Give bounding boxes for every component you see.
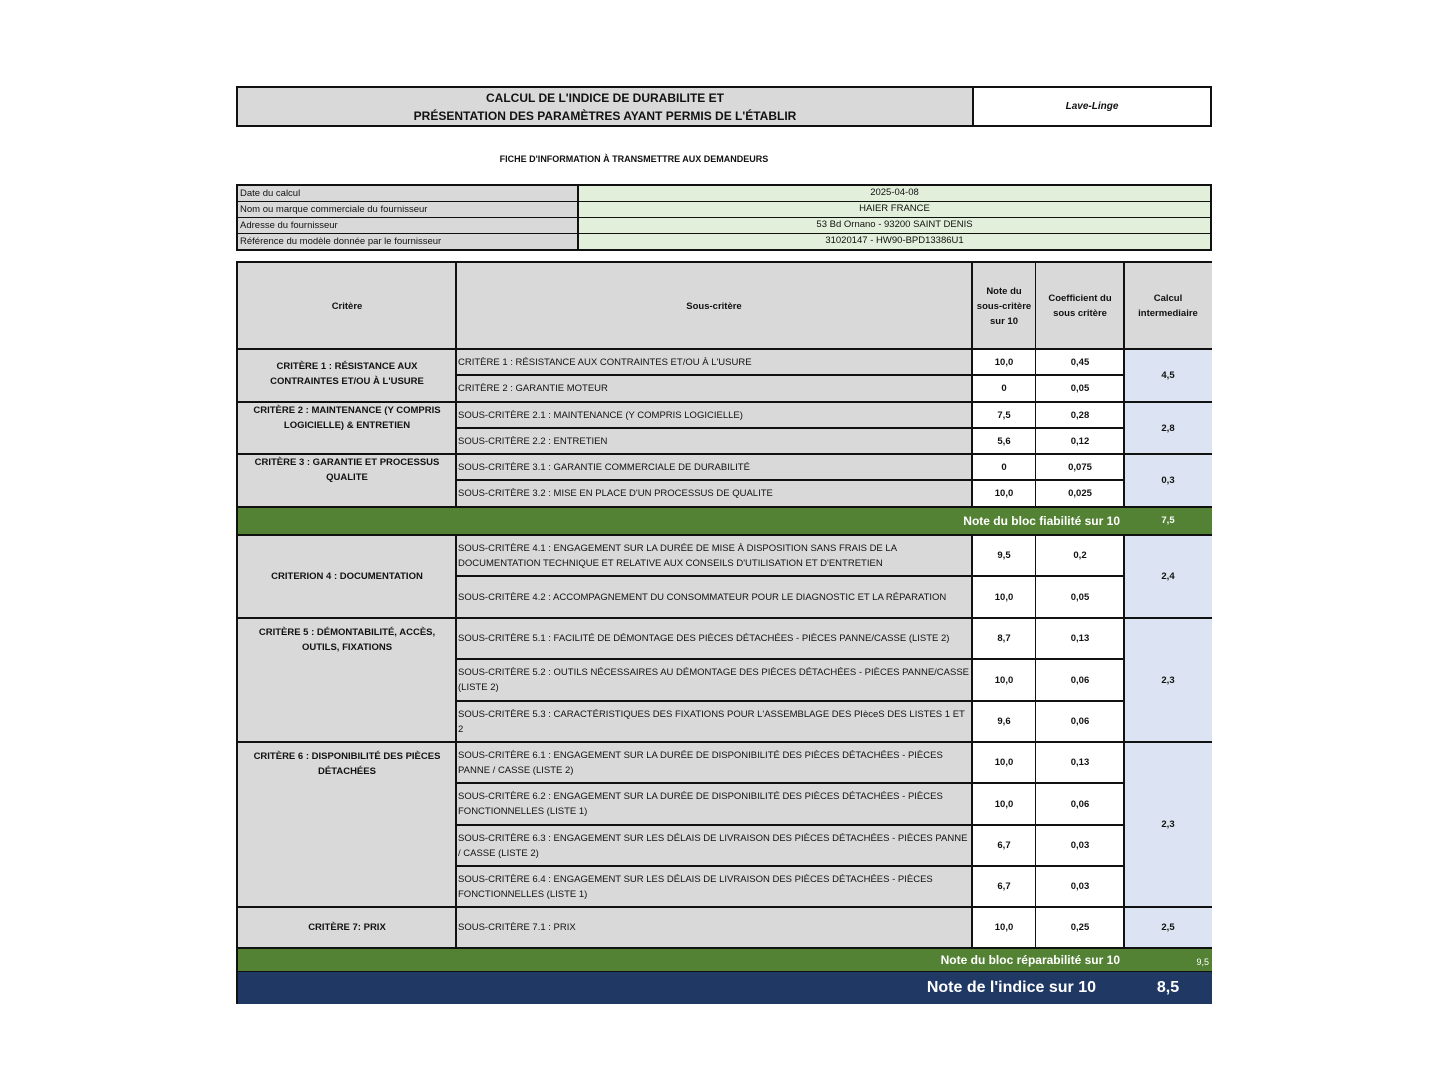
info-label: Adresse du fournisseur [238, 218, 579, 233]
grid-line [456, 575, 1124, 577]
sub-criterion-label: SOUS-CRITÈRE 5.2 : OUTILS NÉCESSAIRES AU DÉMONTAGE DES PIÈCES DÉTACHÉES - PIÈCES PANNE/CASSE (LISTE 2) [456, 659, 972, 701]
sub-criterion-label: SOUS-CRITÈRE 2.2 : ENTRETIEN [456, 428, 972, 454]
col-header-coef: Coefficient du sous critère [1036, 263, 1124, 349]
grid-line [456, 700, 1124, 702]
info-value: 53 Bd Ornano - 93200 SAINT DENIS [579, 218, 1210, 233]
info-row [238, 234, 1210, 249]
sub-criterion-coef: 0,03 [1070, 840, 1090, 851]
sub-criterion-coef: 0,28 [1070, 409, 1090, 421]
sub-criterion-coef: 0,45 [1070, 356, 1090, 368]
sub-criterion-note: 10,0 [994, 488, 1014, 499]
sub-criterion-coef: 0,075 [1068, 461, 1092, 473]
col-header-critere: Critère [238, 263, 456, 349]
sub-criterion-note: 8,7 [997, 633, 1011, 644]
sub-criterion-label: SOUS-CRITÈRE 2.1 : MAINTENANCE (Y COMPRIS LOGICIELLE) [456, 402, 972, 428]
grid-line [456, 479, 1124, 481]
indice-value: 8,5 [1124, 972, 1212, 1004]
grid-line [1035, 263, 1036, 507]
info-row [238, 202, 1210, 218]
sub-criterion-coef: 0,06 [1070, 674, 1090, 686]
sub-criterion-coef: 0,13 [1070, 633, 1090, 644]
indice-label: Note de l'indice sur 10 [238, 972, 1124, 1004]
info-value: 2025-04-08 [579, 186, 1210, 201]
grid-line [238, 947, 1212, 949]
info-row [238, 218, 1210, 234]
sub-criterion-coef: 0,2 [1073, 550, 1087, 561]
sub-criterion-label: SOUS-CRITÈRE 4.2 : ACCOMPAGNEMENT DU CONSOMMATEUR POUR LE DIAGNOSTIC ET LA RÉPARATION [456, 576, 972, 618]
sub-criterion-label: CRITÈRE 1 : RÉSISTANCE AUX CONTRAINTES ET/OU À L'USURE [456, 349, 972, 375]
grid-line [238, 453, 1212, 455]
grid-line [238, 506, 1212, 508]
sub-criterion-label: SOUS-CRITÈRE 3.1 : GARANTIE COMMERCIALE DE DURABILITÉ [456, 454, 972, 480]
info-label: Date du calcul [238, 186, 579, 201]
criterion-calcul: 4,5 [1124, 349, 1212, 402]
sub-criterion-label: SOUS-CRITÈRE 7.1 : PRIX [456, 907, 972, 948]
bloc-reparabilite-label: Note du bloc réparabilité sur 10 [238, 948, 1124, 972]
sub-criterion-note: 0 [1001, 461, 1007, 473]
info-row [238, 186, 1210, 202]
sub-criterion-note: 10,0 [994, 591, 1014, 603]
sub-criterion-note: 6,7 [997, 840, 1011, 851]
sub-criterion-coef: 0,06 [1070, 716, 1090, 727]
grid-line [456, 782, 1124, 784]
criterion-calcul: 2,8 [1124, 402, 1212, 454]
sub-criterion-note: 5,6 [997, 435, 1011, 447]
sub-criterion-note: 6,7 [997, 881, 1011, 892]
grid-line [455, 263, 457, 507]
col-header-note: Note du sous-critère sur 10 [972, 263, 1036, 349]
sub-criterion-note: 9,6 [997, 716, 1011, 727]
sub-criterion-coef: 0,025 [1068, 488, 1092, 499]
bloc-fiabilite-label: Note du bloc fiabilité sur 10 [238, 507, 1124, 535]
sub-criterion-coef: 0,05 [1070, 591, 1090, 603]
grid-line [456, 824, 1124, 826]
criterion-calcul: 0,3 [1124, 454, 1212, 507]
sub-criterion-label: SOUS-CRITÈRE 6.2 : ENGAGEMENT SUR LA DURÉE DE DISPONIBILITÉ DES PIÈCES DÉTACHÉES - PIÈCES FONCTIONNELLES (LISTE 1) [456, 783, 972, 825]
sub-criterion-coef: 0,12 [1070, 435, 1090, 447]
criterion-label: CRITÈRE 5 : DÉMONTABILITÉ, ACCÈS, OUTILS, FIXATIONS [238, 618, 456, 742]
sub-criterion-coef: 0,03 [1070, 881, 1090, 892]
criterion-label: CRITERION 4 : DOCUMENTATION [238, 535, 456, 618]
grid-line [238, 971, 1212, 972]
sub-criterion-label: SOUS-CRITÈRE 4.1 : ENGAGEMENT SUR LA DURÉE DE MISE À DISPOSITION SANS FRAIS DE LA DOCUMENTATION TECHNIQUE ET RELATIVE AUX CONSEILS D'UTILISATION ET D'ENTRETIEN [456, 535, 972, 576]
info-value: HAIER FRANCE [579, 202, 1210, 217]
grid-line [1123, 263, 1125, 507]
grid-line [238, 741, 1212, 743]
criterion-label: CRITÈRE 3 : GARANTIE ET PROCESSUS QUALITE [238, 454, 456, 507]
col-header-calcul: Calcul intermediaire [1124, 263, 1212, 349]
bloc-reparabilite-value: 9,5 [1124, 948, 1212, 972]
sub-criterion-note: 10,0 [994, 674, 1014, 686]
grid-line [238, 348, 1212, 350]
criterion-label: CRITÈRE 2 : MAINTENANCE (Y COMPRIS LOGICIELLE) & ENTRETIEN [238, 402, 456, 454]
subtitle: FICHE D'INFORMATION À TRANSMETTRE AUX DEMANDEURS [499, 154, 769, 164]
grid-line [456, 374, 1124, 376]
sub-criterion-label: SOUS-CRITÈRE 6.3 : ENGAGEMENT SUR LES DÉLAIS DE LIVRAISON DES PIÈCES DÉTACHÉES - PIÈCES PANNE / CASSE (LISTE 2) [456, 825, 972, 866]
info-table [236, 184, 1212, 251]
sub-criterion-coef: 0,06 [1070, 798, 1090, 810]
sub-criterion-note: 9,5 [997, 550, 1011, 561]
criterion-calcul: 2,3 [1124, 742, 1212, 907]
document-title [238, 88, 974, 125]
sub-criterion-coef: 0,13 [1070, 757, 1090, 768]
grid-line [238, 617, 1212, 619]
grid-line [971, 263, 973, 507]
criterion-calcul: 2,5 [1124, 907, 1212, 948]
sub-criterion-note: 0 [1001, 383, 1007, 394]
criterion-label: CRITÈRE 7: PRIX [238, 907, 456, 948]
sub-criterion-note: 10,0 [994, 356, 1014, 368]
scoring-table [236, 261, 1212, 1004]
grid-line [238, 534, 1212, 536]
sub-criterion-coef: 0,05 [1070, 383, 1090, 394]
product-type: Lave-Linge [1065, 101, 1119, 112]
col-header-sous-critere: Sous-critère [456, 263, 972, 349]
sub-criterion-label: CRITÈRE 2 : GARANTIE MOTEUR [456, 375, 972, 402]
sub-criterion-label: SOUS-CRITÈRE 3.2 : MISE EN PLACE D'UN PROCESSUS DE QUALITE [456, 480, 972, 507]
info-value: 31020147 - HW90-BPD13386U1 [579, 234, 1210, 249]
grid-line [456, 865, 1124, 867]
info-label: Référence du modèle donnée par le fournisseur [238, 234, 579, 249]
info-label: Nom ou marque commerciale du fournisseur [238, 202, 579, 217]
criterion-calcul: 2,3 [1124, 618, 1212, 742]
title-box [236, 86, 1212, 127]
sub-criterion-label: SOUS-CRITÈRE 5.3 : CARACTÉRISTIQUES DES FIXATIONS POUR L'ASSEMBLAGE DES PIèceS DES LISTES 1 ET 2 [456, 701, 972, 742]
sub-criterion-label: SOUS-CRITÈRE 6.4 : ENGAGEMENT SUR LES DÉLAIS DE LIVRAISON DES PIÈCES DÉTACHÉES - PIÈCES FONCTIONNELLES (LISTE 1) [456, 866, 972, 907]
title-line-1: CALCUL DE L'INDICE DE DURABILITE ET [486, 90, 724, 105]
criterion-label: CRITÈRE 6 : DISPONIBILITÉ DES PIÈCES DÉTACHÉES [238, 742, 456, 907]
sub-criterion-coef: 0,25 [1070, 922, 1090, 933]
bloc-fiabilite-value: 7,5 [1124, 507, 1212, 535]
grid-line [456, 658, 1124, 660]
sub-criterion-note: 7,5 [997, 409, 1011, 421]
title-line-2: PRÉSENTATION DES PARAMÈTRES AYANT PERMIS DE L'ÉTABLIR [413, 108, 797, 123]
grid-line [456, 427, 1124, 429]
grid-line [238, 401, 1212, 403]
criterion-label: CRITÈRE 1 : RÉSISTANCE AUX CONTRAINTES ET/OU À L'USURE [238, 349, 456, 402]
sub-criterion-label: SOUS-CRITÈRE 5.1 : FACILITÉ DE DÉMONTAGE DES PIÈCES DÉTACHÉES - PIÈCES PANNE/CASSE (LISTE 2) [456, 618, 972, 659]
criterion-calcul: 2,4 [1124, 535, 1212, 618]
sub-criterion-note: 10,0 [994, 757, 1014, 768]
sub-criterion-note: 10,0 [994, 798, 1014, 810]
sub-criterion-label: SOUS-CRITÈRE 6.1 : ENGAGEMENT SUR LA DURÉE DE DISPONIBILITÉ DES PIÈCES DÉTACHÉES - PIÈCES PANNE / CASSE (LISTE 2) [456, 742, 972, 783]
grid-line [238, 906, 1212, 908]
sub-criterion-note: 10,0 [994, 922, 1014, 933]
